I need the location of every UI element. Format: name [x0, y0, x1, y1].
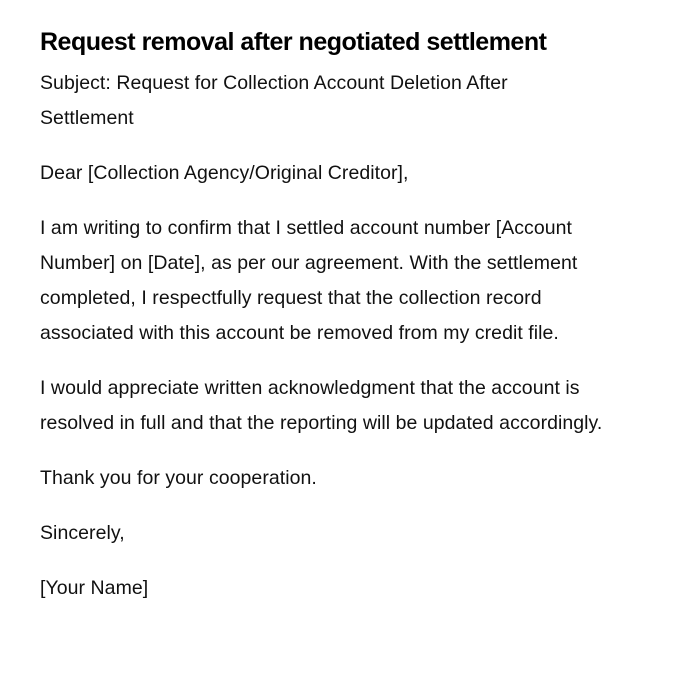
subject-line: Subject: Request for Collection Account Deletion After Settlement: [40, 72, 508, 129]
body-paragraph-settlement: I am writing to confirm that I settled account number [Account Number] on [Date], as per our agreement. With the settlement completed, I respectfully request that the collection record associated with this account be removed from my credit file.: [40, 217, 578, 344]
sign-off: Sincerely,: [40, 522, 125, 544]
closing-thanks: Thank you for your cooperation.: [40, 467, 317, 489]
signature-name: [Your Name]: [40, 577, 149, 599]
body-paragraph-acknowledgment: I would appreciate written acknowledgment that the account is resolved in full and that the reporting will be updated accordingly.: [40, 377, 603, 434]
salutation: Dear [Collection Agency/Original Creditor],: [40, 162, 409, 184]
document-title: Request removal after negotiated settlement: [40, 28, 547, 56]
